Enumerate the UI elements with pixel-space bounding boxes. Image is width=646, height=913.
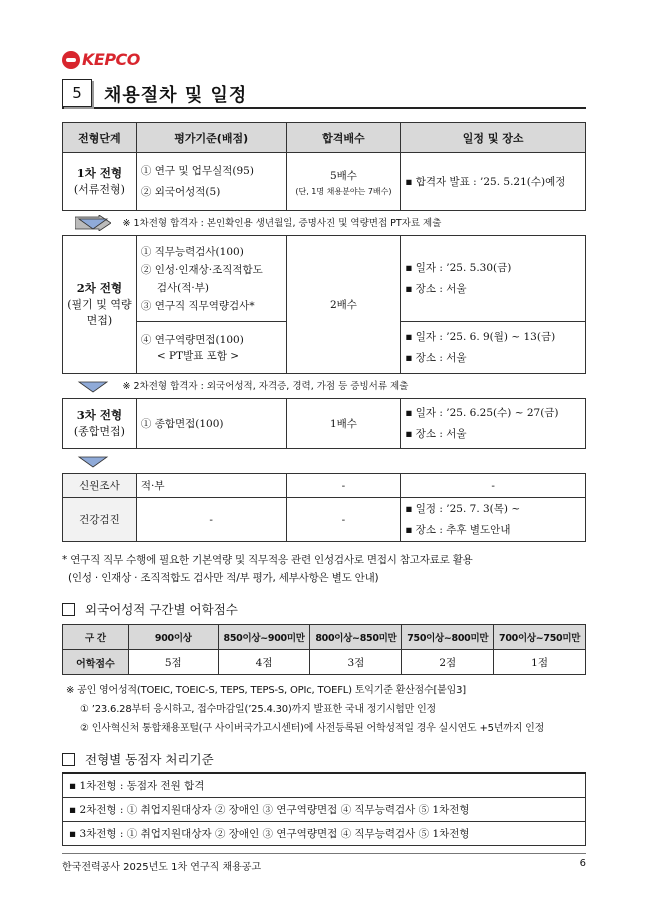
tie-section-title: 전형별 동점자 처리기준 [62, 750, 214, 768]
section-title: 채용절차 및 일정 [104, 85, 248, 106]
stage2-name: 2차 전형 (필기 및 역량면접) [63, 236, 137, 374]
note2: ※ 2차전형 합격자 : 외국어성적, 자격증, 경력, 가점 등 증빙서류 제출 [122, 380, 409, 392]
background-check-multiple: - [286, 474, 401, 498]
list-item: ▪ 2차전형 : ① 취업지원대상자 ② 장애인 ③ 연구역량면접 ④ 직무능력검사 ⑤ 1차전형 [63, 798, 586, 822]
table-row [63, 399, 586, 449]
table-row [63, 236, 586, 322]
lang-notes: ※ 공인 영어성적(TOEIC, TOEIC-S, TEPS, TEPS-S, OPIc, TOEFL) 토익기준 환산점수[붙임3] ① ’23.6.28부터 응시하고, 접수마감일(’25.4.30)까지 발표한 국내 정기시험만 인정 ② 인사혁신처 통합채용포털(구 사이버국가고시센터)에 사전등록된 어학성적일 경우 실시연도 +5년까지 인정 [66, 685, 545, 734]
stage2-schedule-b: ▪ 일자 : ’25. 6. 9(월) ~ 13(금) ▪ 장소 : 서울 [401, 322, 586, 374]
down-arrow-icon [75, 378, 111, 394]
table-row [63, 474, 586, 498]
schedule-table [62, 122, 586, 542]
lang-section-title: 외국어성적 구간별 어학점수 [62, 600, 238, 618]
stage1-schedule: ▪ 합격자 발표 : ’25. 5.21(수)예정 [401, 153, 586, 211]
header-stage: 전형단계 [63, 123, 137, 153]
table-header-row: 구 간 900이상 850이상~900미만 800이상~850미만 750이상~800미만 700이상~750미만 [63, 625, 586, 650]
stage2-schedule-a: ▪ 일자 : ’25. 5.30(금) ▪ 장소 : 서울 [401, 236, 586, 322]
background-check-criteria: 적·부 [136, 474, 286, 498]
table-row: 어학점수 5점 4점 3점 2점 1점 [63, 650, 586, 675]
kepco-logo-text: KEPCO [82, 50, 140, 69]
page-number: 6 [579, 858, 586, 869]
note-row [63, 449, 586, 474]
kepco-logo-icon [62, 51, 80, 69]
header-schedule: 일정 및 장소 [401, 123, 586, 153]
stage1-name: 1차 전형 (서류전형) [63, 153, 137, 211]
stage3-name: 3차 전형 (종합면접) [63, 399, 137, 449]
stage2-multiple: 2배수 [286, 236, 401, 374]
header-multiple: 합격배수 [286, 123, 401, 153]
note-row [63, 211, 586, 236]
down-arrow-icon [75, 453, 111, 469]
stage3-criteria: ① 종합면접(100) [136, 399, 286, 449]
background-check-schedule: - [401, 474, 586, 498]
section-header [62, 79, 586, 109]
health-check-criteria: - [136, 498, 286, 542]
kepco-logo [62, 50, 140, 69]
table-row [63, 153, 586, 211]
health-check-multiple: - [286, 498, 401, 542]
stage2-criteria-a: ① 직무능력검사(100) ② 인성·인재상·조직적합도 검사(적·부) ③ 연구직 직무역량검사* [136, 236, 286, 322]
checkbox-square-icon [62, 753, 75, 766]
list-item: ▪ 1차전형 : 동점자 전원 합격 [63, 773, 586, 798]
down-arrow-icon [75, 215, 111, 231]
list-item: ▪ 3차전형 : ① 취업지원대상자 ② 장애인 ③ 연구역량면접 ④ 직무능력검사 ⑤ 1차전형 [63, 822, 586, 846]
stage1-criteria: ① 연구 및 업무실적(95) ② 외국어성적(5) [136, 153, 286, 211]
note1: ※ 1차전형 합격자 : 본인확인용 생년월일, 증명사진 및 역량면접 PT자료 제출 [122, 217, 442, 229]
checkbox-square-icon [62, 603, 75, 616]
stage3-schedule: ▪ 일자 : ’25. 6.25(수) ~ 27(금) ▪ 장소 : 서울 [401, 399, 586, 449]
table-row [63, 498, 586, 542]
background-check-name: 신원조사 [63, 474, 137, 498]
stage3-multiple: 1배수 [286, 399, 401, 449]
schedule-footnote: * 연구직 직무 수행에 필요한 기본역량 및 직무적응 관련 인성검사로 면접시 참고자료로 활용 (인성 · 인재상 · 조직적합도 검사만 적/부 평가, 세부사항은 별도 안내) [62, 554, 473, 584]
header-criteria: 평가기준(배점) [136, 123, 286, 153]
stage1-multiple: 5배수 (단, 1명 채용분야는 7배수) [286, 153, 401, 211]
health-check-name: 건강검진 [63, 498, 137, 542]
language-score-table [62, 624, 586, 675]
tie-rules-table [62, 772, 586, 846]
page-footer [62, 853, 586, 873]
footer-text: 한국전력공사 2025년도 1차 연구직 채용공고 [62, 862, 262, 873]
section-number: 5 [62, 79, 92, 107]
health-check-schedule: ▪ 일정 : ’25. 7. 3(목) ~ ▪ 장소 : 추후 별도안내 [401, 498, 586, 542]
stage2-criteria-b: ④ 연구역량면접(100) < PT발표 포함 > [136, 322, 286, 374]
table-header-row [63, 123, 586, 153]
note-row [63, 374, 586, 399]
